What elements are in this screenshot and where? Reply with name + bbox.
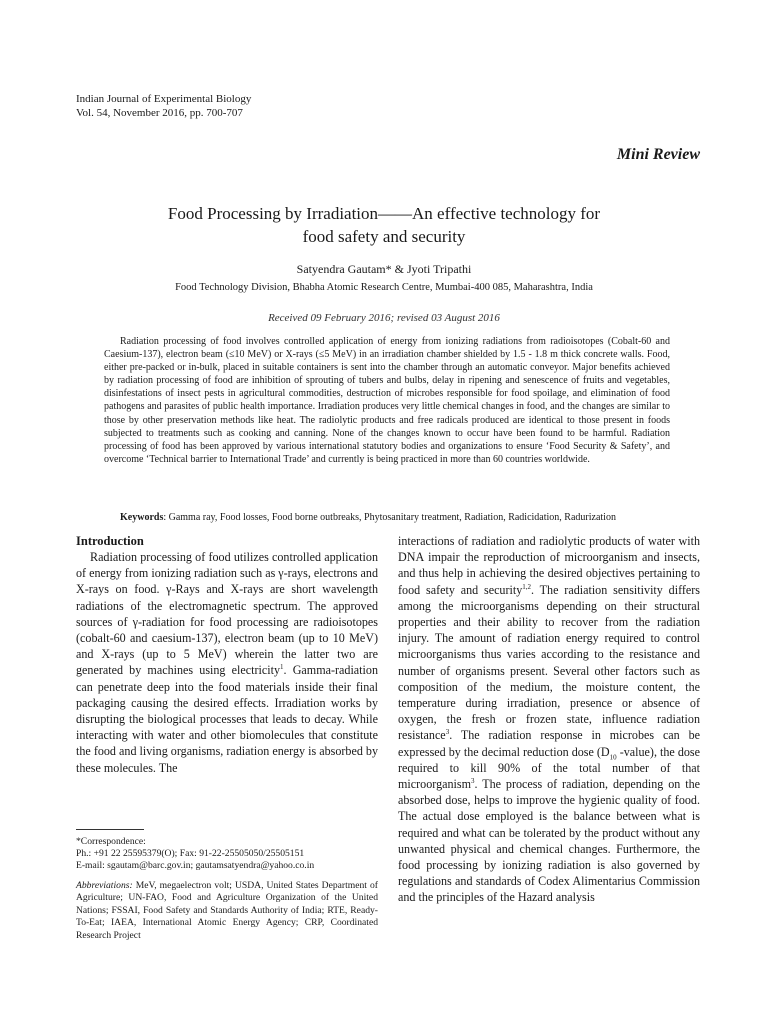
- paper-title: [90, 202, 678, 248]
- title-line-2: food safety and security: [302, 227, 466, 246]
- intro-right-text-c: . The radiation response in microbes can be expressed by the decimal reduction dose (D: [398, 728, 700, 759]
- citation-3a: 3: [445, 728, 450, 737]
- abstract: Radiation processing of food involves controlled application of energy from ionizing radiations from radioisotopes (Cobalt-60 and Caesium-137), electron beam (≤10 MeV) or X-rays (≤5 MeV) in an irradiation chamber shielded by 1.5 - 1.8 m thick concrete walls. Food, either pre-packed or in-bulk, placed in suitable containers is sent into the chamber through an automatic conveyor. Major benefits achieved by radiation processing of food are inhibition of sprouting of tubers and bulbs, delay in ripening and senescence of fruits and vegetables, disinfestations of insect pests in agricultural commodities, destruction of microbes responsible for food spoilage, and elimination of food pathogens and parasites of public health importance. Irradiation produces very little chemical changes in food, and the changes are similar to those by other preservation methods like heat. The radiolytic products and free radicals produced are identical to those present in foods subjected to treatments such as cooking and canning. None of the changes known to occur have been found to be harmful. Radiation processing of food has been approved by various international statutory bodies and organizations to ensure ‘Food Security & Safety’, and overcome ‘Technical barrier to International Trade’ and currently is being practiced in more than 60 countries worldwide.: [104, 336, 670, 465]
- footnote-divider: [76, 829, 144, 830]
- intro-left-tail: . Gamma-radiation can penetrate deep into the food materials inside their final packaging causing the desired effects. Irradiation works by disrupting the biological processes that leads to decay. While interacting with water and other biomolecules that constitute the food and living organisms, radiation energy is absorbed by these molecules. The: [76, 663, 378, 775]
- intro-left-column: [76, 549, 378, 776]
- correspondence-email: E-mail: sgautam@barc.gov.in; gautamsatyendra@yahoo.co.in: [76, 860, 315, 872]
- abbreviations-text: MeV, megaelectron volt; USDA, United States Department of Agriculture; UN-FAO, Food and Agriculture Organization of the United Nations; FSSAI, Food Safety and Standards Authority of India; RTE, Ready-To-Eat; IAEA, International Atomic Energy Agency; CRP, Coordinated Research Project: [76, 880, 378, 941]
- journal-name: Indian Journal of Experimental Biology: [76, 93, 252, 105]
- abbreviations-label: Abbreviations:: [76, 880, 133, 891]
- correspondence-footnote: [76, 836, 378, 873]
- affiliation: Food Technology Division, Bhabha Atomic Research Centre, Mumbai-400 085, Maharashtra, India: [175, 282, 593, 293]
- subscript-10: 10: [609, 753, 617, 762]
- intro-left-text: Radiation processing of food utilizes controlled application of energy from ionizing radiation such as γ-rays, electrons and X-rays on food. γ-Rays and X-rays are short wavelength radiations of the electromagnetic spectrum. The approved sources of γ-radiation for food processing are radioisotopes (cobalt-60 and caesium-137), electron beam (up to 10 MeV) and X-rays (up to 5 MeV) wherein the latter two are generated by machines using electricity: [76, 550, 378, 678]
- authors: Satyendra Gautam* & Jyoti Tripathi: [296, 262, 472, 276]
- keywords-label: Keywords: [120, 512, 164, 523]
- journal-citation: Vol. 54, November 2016, pp. 700-707: [76, 107, 243, 119]
- correspondence-label: *Correspondence:: [76, 836, 146, 847]
- section-label: Mini Review: [616, 146, 700, 163]
- citation-1-2: 1,2: [522, 582, 532, 591]
- received-dates: Received 09 February 2016; revised 03 August 2016: [268, 312, 500, 324]
- intro-right-text-d: -value), the dose required to kill 90% of the total number of that microorganism: [398, 744, 700, 792]
- intro-right-column: [398, 533, 700, 906]
- keywords: [104, 511, 670, 524]
- journal-header: [76, 92, 251, 120]
- keywords-text: : Gamma ray, Food losses, Food borne outbreaks, Phytosanitary treatment, Radiation, Radicidation, Radurization: [163, 512, 616, 523]
- title-line-1: Food Processing by Irradiation——An effective technology for: [167, 204, 601, 223]
- intro-right-text-a: interactions of radiation and radiolytic products of water with DNA impair the reproduction of microorganism and insects, and thus help in achieving the desired objectives pertaining to food safety and security: [398, 534, 700, 597]
- intro-right-text-b: . The radiation sensitivity differs among the microorganisms depending on their structural properties and their ability to recover from the radiation injury. The amount of radiation energy required to control microorganisms thus varies according to the resistance and number of organisms present. Several other factors such as composition of the medium, the moisture content, the temperature during irradiation, presence or absence of oxygen, the fresh or frozen state, influence radiation resistance: [398, 582, 701, 743]
- citation-1: 1: [280, 663, 284, 672]
- citation-3b: 3: [471, 777, 475, 786]
- intro-right-text-e: . The process of radiation, depending on the absorbed dose, helps to improve the hygienic quality of food. The actual dose employed is the balance between what is required and what can be tolerated by the product without any unwanted physical and chemical changes. Furthermore, the food processing by ionizing radiation is also governed by regulations and standards of Codex Alimentarius Commission and the principles of the Hazard analysis: [398, 777, 700, 905]
- correspondence-phone: Ph.: +91 22 25595379(O); Fax: 91-22-25505050/25505151: [76, 848, 305, 860]
- introduction-heading: Introduction: [76, 534, 144, 548]
- abbreviations: [76, 880, 378, 942]
